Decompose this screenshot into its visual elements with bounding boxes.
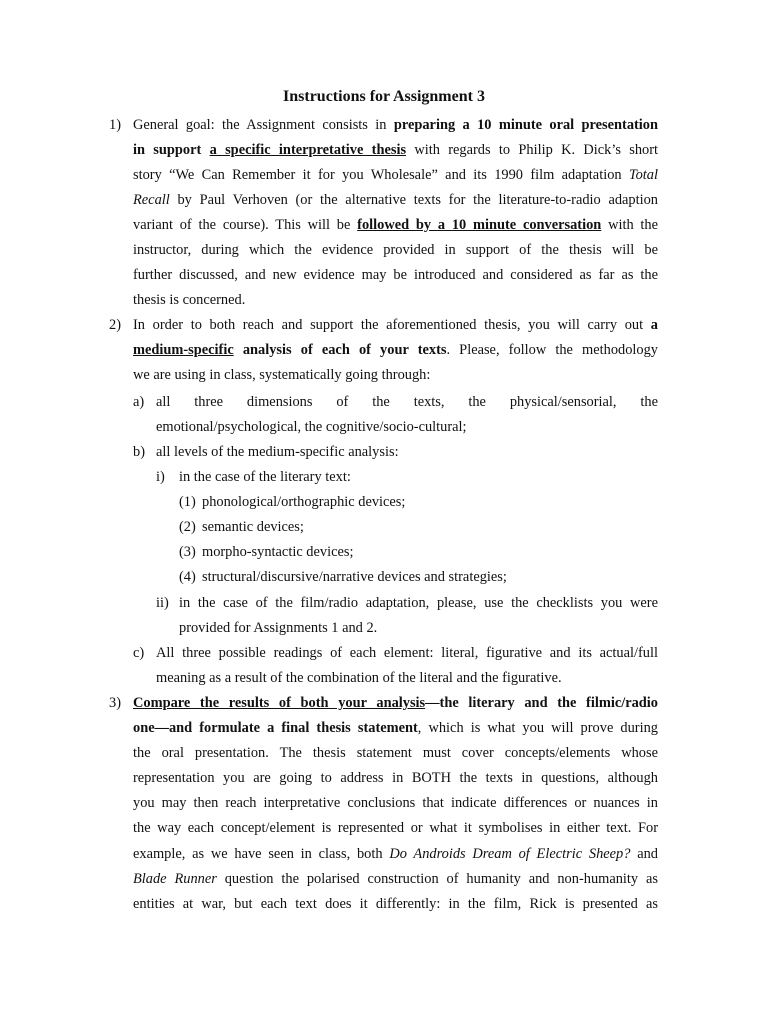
item3-line-3: the oral presentation. The thesis statement must cover concepts/elements whose	[133, 745, 658, 761]
sublist-marker-b: b)	[133, 444, 145, 460]
item2a-line-2: emotional/psychological, the cognitive/socio-cultural;	[156, 419, 467, 435]
subitem-marker-2: (2)	[179, 519, 196, 535]
item2-line-3: we are using in class, systematically going through:	[133, 367, 431, 383]
item2-line-2: medium-specific analysis of each of your texts. Please, follow the methodology	[133, 342, 658, 358]
subitem-marker-3: (3)	[179, 544, 196, 560]
item3-line-4: representation you are going to address in BOTH the texts in questions, although	[133, 770, 658, 786]
sublist-marker-a: a)	[133, 394, 145, 410]
item2b-line-1: all levels of the medium-specific analysis:	[156, 444, 399, 460]
subitem-marker-4: (4)	[179, 569, 196, 585]
item2bii-line-1: in the case of the film/radio adaptation, please, use the checklists you were	[179, 595, 658, 611]
subitem-text-2: semantic devices;	[202, 519, 304, 535]
item1-line-5: variant of the course). This will be followed by a 10 minute conversation with the	[133, 217, 658, 233]
item3-line-6: the way each concept/element is represented or what it symbolises in either text. For	[133, 820, 658, 836]
item3-line-1: Compare the results of both your analysis—the literary and the filmic/radio	[133, 695, 658, 711]
sublist-marker-c: c)	[133, 645, 145, 661]
subitem-text-1: phonological/orthographic devices;	[202, 494, 406, 510]
subitem-text-3: morpho-syntactic devices;	[202, 544, 354, 560]
item3-line-9: entities at war, but each text does it differently: in the film, Rick is presented as	[133, 896, 658, 912]
item2-line-1: In order to both reach and support the aforementioned thesis, you will carry out a	[133, 317, 658, 333]
item1-line-2: in support a specific interpretative thesis with regards to Philip K. Dick’s short	[133, 142, 658, 158]
item2c-line-2: meaning as a result of the combination of the literal and the figurative.	[156, 670, 562, 686]
item2bi-line-1: in the case of the literary text:	[179, 469, 351, 485]
item2bii-line-2: provided for Assignments 1 and 2.	[179, 620, 378, 636]
sublist-marker-ii: ii)	[156, 595, 169, 611]
document-title: Instructions for Assignment 3	[283, 88, 485, 105]
item1-line-6: instructor, during which the evidence provided in support of the thesis will be	[133, 242, 658, 258]
item1-line-3: story “We Can Remember it for you Wholesale” and its 1990 film adaptation Total	[133, 167, 658, 183]
subitem-text-4: structural/discursive/narrative devices and strategies;	[202, 569, 507, 585]
list-marker-1: 1)	[109, 117, 121, 133]
item1-line-8: thesis is concerned.	[133, 292, 246, 308]
item3-line-2: one—and formulate a final thesis statement, which is what you will prove during	[133, 720, 658, 736]
list-marker-2: 2)	[109, 317, 121, 333]
item3-line-5: you may then reach interpretative conclusions that indicate differences or nuances in	[133, 795, 658, 811]
item1-line-4: Recall by Paul Verhoven (or the alternative texts for the literature-to-radio adaption	[133, 192, 658, 208]
item3-line-8: Blade Runner question the polarised construction of humanity and non-humanity as	[133, 871, 658, 887]
item1-line-1: General goal: the Assignment consists in preparing a 10 minute oral presentation	[133, 117, 658, 133]
item2a-line-1: all three dimensions of the texts, the physical/sensorial, the	[156, 394, 658, 410]
item2c-line-1: All three possible readings of each element: literal, figurative and its actual/full	[156, 645, 658, 661]
subitem-marker-1: (1)	[179, 494, 196, 510]
item1-line-7: further discussed, and new evidence may be introduced and considered as far as the	[133, 267, 658, 283]
item3-line-7: example, as we have seen in class, both Do Androids Dream of Electric Sheep? and	[133, 846, 658, 862]
list-marker-3: 3)	[109, 695, 121, 711]
sublist-marker-i: i)	[156, 469, 165, 485]
